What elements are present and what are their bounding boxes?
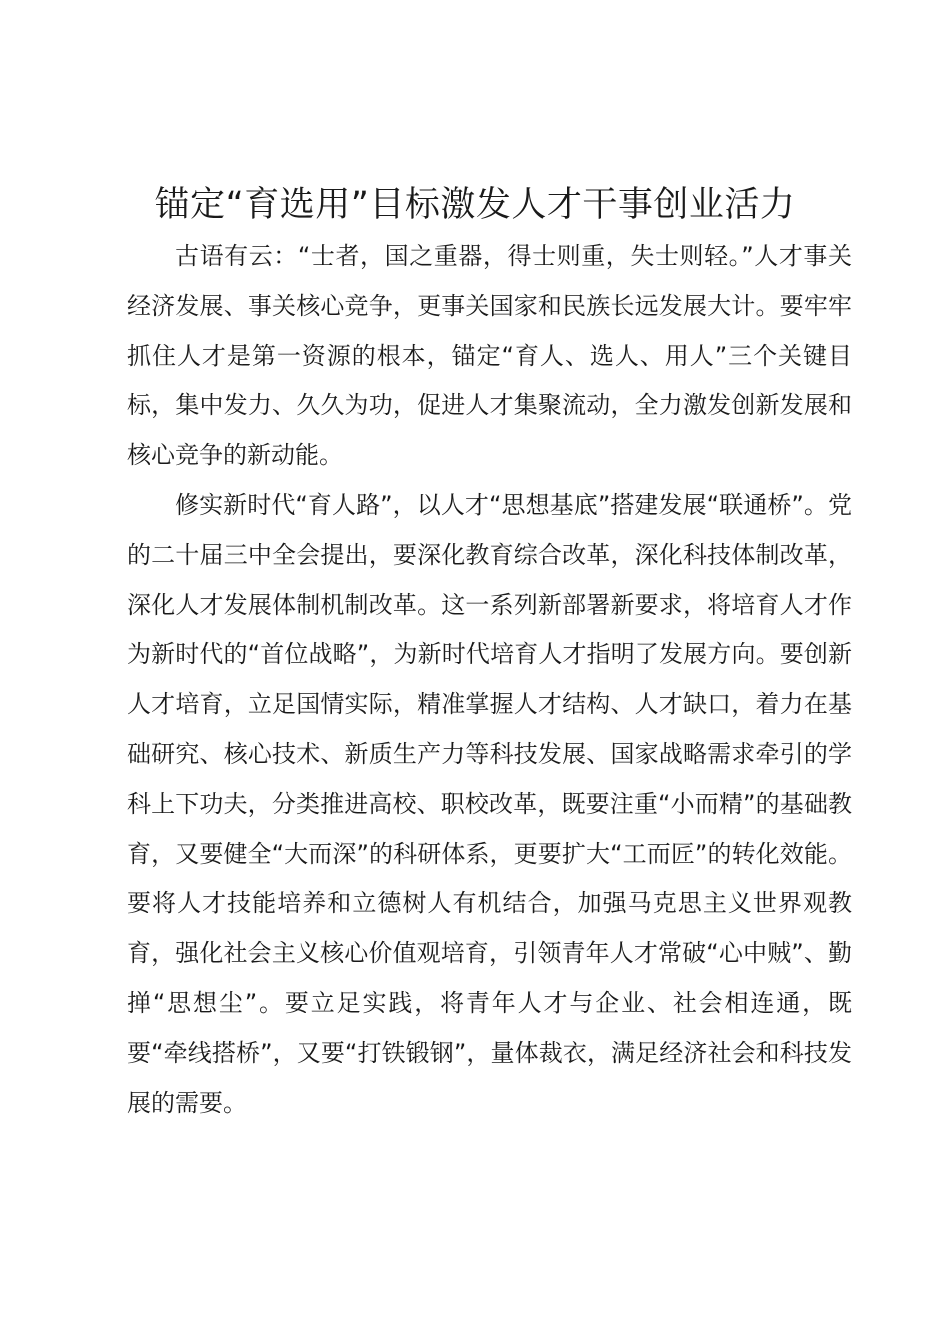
document-title: 锚定“育选用”目标激发人才干事创业活力 (154, 185, 796, 225)
paragraph-intro: 古语有云：“士者，国之重器，得士则重，失士则轻。”人才事关经济发展、事关核心竞争，更事关国家和民族长远发展大计。要牢牢抓住人才是第一资源的根本，锚定“育人、选人、用人”三个关键目标，集中发力、久久为功，促进人才集聚流动，全力激发创新发展和核心竞争的新动能。 (127, 242, 852, 470)
document-body (127, 232, 852, 1128)
paragraph-cultivation: 修实新时代“育人路”，以人才“思想基底”搭建发展“联通桥”。党的二十届三中全会提出，要深化教育综合改革，深化科技体制改革，深化人才发展体制机制改革。这一系列新部署新要求，将培育人才作为新时代的“首位战略”，为新时代培育人才指明了发展方向。要创新人才培育，立足国情实际，精准掌握人才结构、人才缺口，着力在基础研究、核心技术、新质生产力等科技发展、国家战略需求牵引的学科上下功夫，分类推进高校、职校改革，既要注重“小而精”的基础教育，又要健全“大而深”的科研体系，更要扩大“工而匠”的转化效能。要将人才技能培养和立德树人有机结合，加强马克思主义世界观教育，强化社会主义核心价值观培育，引领青年人才常破“心中贼”、勤掸“思想尘”。要立足实践，将青年人才与企业、社会相连通，既要“牵线搭桥”，又要“打铁锻钢”，量体裁衣，满足经济社会和科技发展的需要。 (127, 490, 852, 1117)
